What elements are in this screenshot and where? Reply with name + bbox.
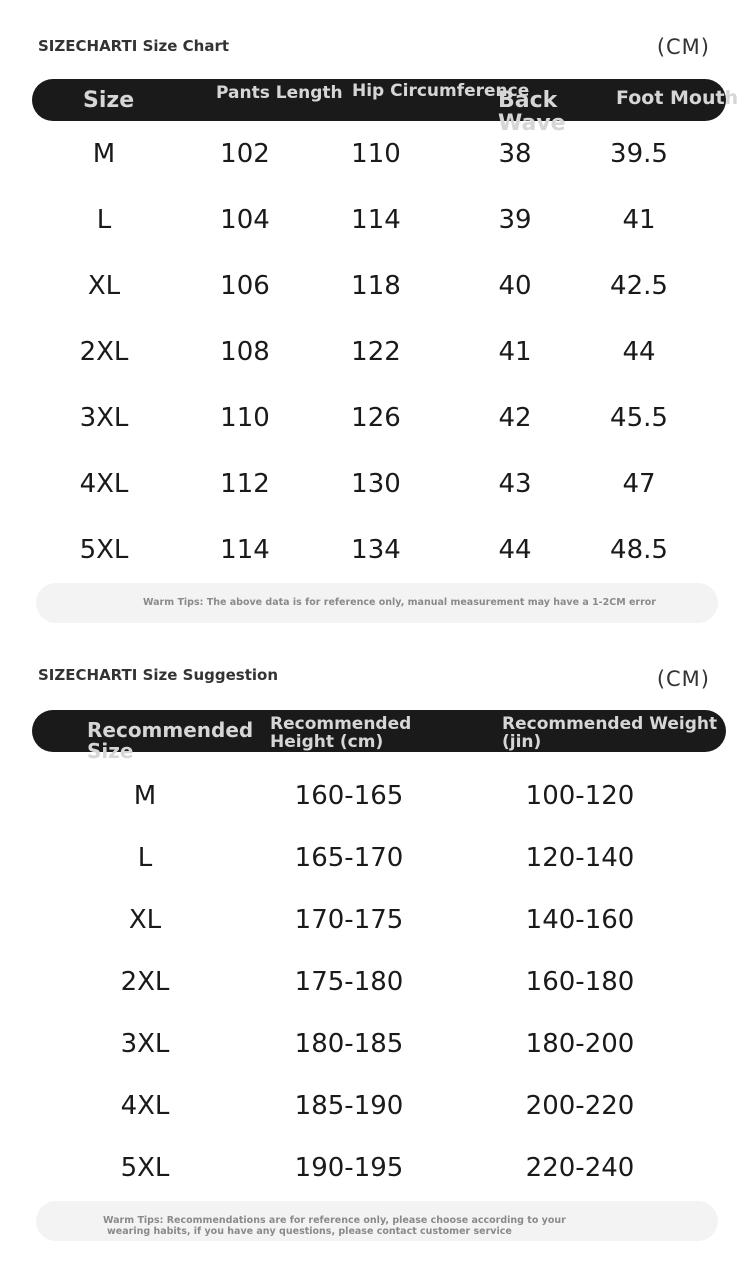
header-back-wave: Back Wave — [498, 88, 566, 137]
back-wave-cell: 41 — [498, 337, 532, 367]
back-wave-cell: 44 — [498, 535, 532, 565]
table-row — [0, 962, 750, 1002]
hip-circumference-cell: 122 — [351, 337, 401, 367]
foot-mouth-cell: 39.5 — [610, 139, 668, 169]
table-row — [0, 398, 750, 438]
pants-length-cell: 102 — [220, 139, 270, 169]
size-cell: M — [133, 781, 157, 811]
table-row — [0, 900, 750, 940]
weight-cell: 100-120 — [525, 781, 635, 811]
size-chart-title: SIZECHARTI Size Chart — [38, 37, 230, 55]
table-row — [0, 134, 750, 174]
height-cell: 160-165 — [294, 781, 404, 811]
size-cell: 2XL — [120, 967, 170, 997]
height-cell: 190-195 — [294, 1153, 404, 1183]
height-cell: 175-180 — [294, 967, 404, 997]
table-row — [0, 530, 750, 570]
size-cell: XL — [128, 905, 162, 935]
hip-circumference-cell: 126 — [351, 403, 401, 433]
header-size: Size — [83, 88, 135, 113]
height-cell: 165-170 — [294, 843, 404, 873]
size-cell: 5XL — [120, 1153, 170, 1183]
foot-mouth-cell: 44 — [622, 337, 656, 367]
foot-mouth-cell: 45.5 — [610, 403, 668, 433]
header-recommended-weight: Recommended Weight (jin) — [502, 714, 718, 752]
table-row — [0, 838, 750, 878]
table-row — [0, 266, 750, 306]
weight-cell: 220-240 — [525, 1153, 635, 1183]
foot-mouth-cell: 48.5 — [610, 535, 668, 565]
foot-mouth-cell: 47 — [622, 469, 656, 499]
table-row — [0, 464, 750, 504]
size-cell: 3XL — [79, 403, 129, 433]
pants-length-cell: 114 — [220, 535, 270, 565]
pants-length-cell: 110 — [220, 403, 270, 433]
hip-circumference-cell: 118 — [351, 271, 401, 301]
size-cell: 3XL — [120, 1029, 170, 1059]
table-row — [0, 1148, 750, 1188]
size-cell: M — [92, 139, 116, 169]
size-cell: 4XL — [79, 469, 129, 499]
size-suggestion-title: SIZECHARTI Size Suggestion — [38, 666, 279, 684]
size-cell: 5XL — [79, 535, 129, 565]
back-wave-cell: 38 — [498, 139, 532, 169]
table-row — [0, 200, 750, 240]
back-wave-cell: 43 — [498, 469, 532, 499]
size-suggestion-tip-line2: wearing habits, if you have any questions, please contact customer service — [107, 1226, 512, 1237]
foot-mouth-cell: 42.5 — [610, 271, 668, 301]
size-cell: 2XL — [79, 337, 129, 367]
weight-cell: 160-180 — [525, 967, 635, 997]
header-pants-length: Pants Length — [216, 83, 343, 103]
size-chart-header — [32, 79, 739, 137]
hip-circumference-cell: 134 — [351, 535, 401, 565]
header-hip-circumference: Hip Circumference — [352, 83, 530, 101]
size-chart-tips — [36, 583, 718, 623]
pants-length-cell: 104 — [220, 205, 270, 235]
weight-cell: 140-160 — [525, 905, 635, 935]
table-row — [0, 1086, 750, 1126]
size-cell: L — [96, 205, 112, 235]
table-row — [0, 1024, 750, 1064]
header-recommended-size: Recommended Size — [87, 718, 254, 763]
size-cell: XL — [87, 271, 121, 301]
pants-length-cell: 108 — [220, 337, 270, 367]
hip-circumference-cell: 130 — [351, 469, 401, 499]
weight-cell: 180-200 — [525, 1029, 635, 1059]
header-recommended-height: Recommended Height (cm) — [270, 714, 412, 752]
weight-cell: 200-220 — [525, 1091, 635, 1121]
pants-length-cell: 106 — [220, 271, 270, 301]
size-cell: L — [137, 843, 153, 873]
height-cell: 180-185 — [294, 1029, 404, 1059]
weight-cell: 120-140 — [525, 843, 635, 873]
foot-mouth-cell: 41 — [622, 205, 656, 235]
size-suggestion-header — [32, 710, 726, 763]
table-row — [0, 776, 750, 816]
size-suggestion-tip-line1: Warm Tips: Recommendations are for reference only, please choose according to your — [103, 1215, 566, 1226]
size-chart-unit: (CM) — [656, 35, 710, 59]
back-wave-cell: 39 — [498, 205, 532, 235]
size-chart-tip-text: Warm Tips: The above data is for reference only, manual measurement may have a 1-2CM error — [143, 597, 656, 608]
hip-circumference-cell: 114 — [351, 205, 401, 235]
header-foot-mouth: Foot Mouth — [616, 87, 739, 109]
table-row — [0, 332, 750, 372]
size-cell: 4XL — [120, 1091, 170, 1121]
hip-circumference-cell: 110 — [351, 139, 401, 169]
size-suggestion-tips — [36, 1201, 718, 1241]
back-wave-cell: 42 — [498, 403, 532, 433]
height-cell: 185-190 — [294, 1091, 404, 1121]
height-cell: 170-175 — [294, 905, 404, 935]
pants-length-cell: 112 — [220, 469, 270, 499]
back-wave-cell: 40 — [498, 271, 532, 301]
size-suggestion-unit: (CM) — [656, 667, 710, 691]
